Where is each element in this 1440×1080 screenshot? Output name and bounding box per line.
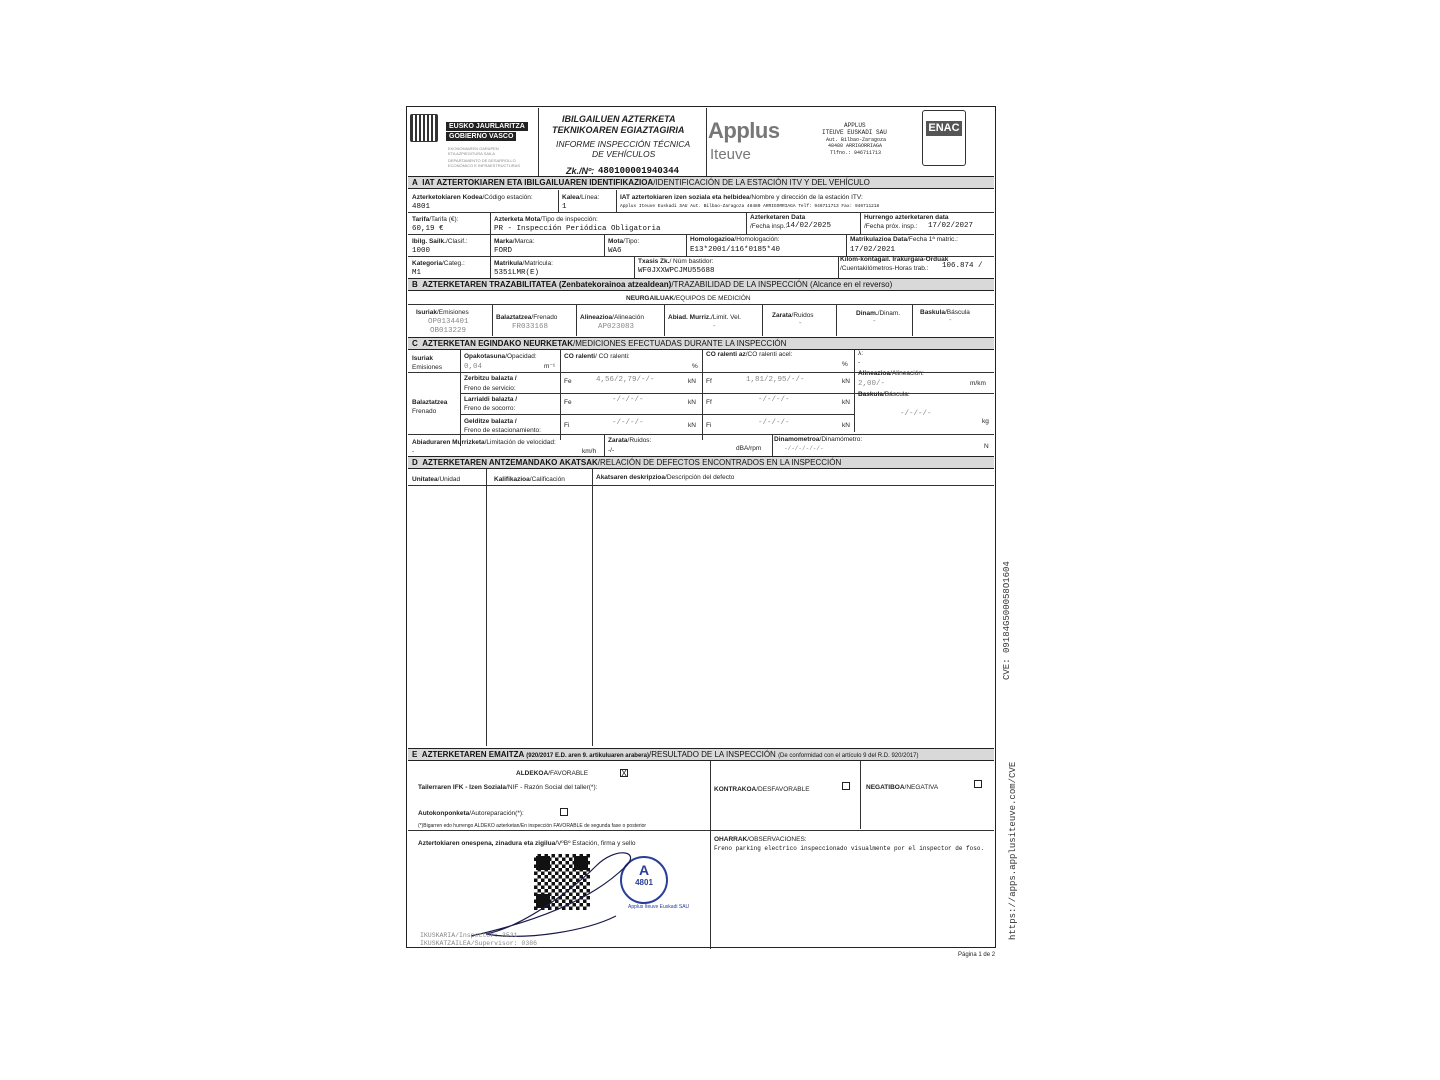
vin: WF0JXXWPCJMU55688 <box>638 267 715 275</box>
equipment-alignment: AP023083 <box>598 323 635 331</box>
lambda: - <box>858 359 861 366</box>
equipment-emissions-2: OB013229 <box>430 327 467 335</box>
title-eu-2: TEKNIKOAREN EGIAZTAGIRIA <box>552 125 685 135</box>
observations: Freno parking electrico inspeccionado visualmente por el inspector de foso. <box>714 845 985 852</box>
inspection-type: PR - Inspección Periódica Obligatoria <box>494 225 661 233</box>
vehicle-class: 1000 <box>412 247 431 255</box>
favorable-checkbox[interactable]: X <box>621 769 627 778</box>
signature <box>466 846 646 946</box>
odometer: 106.874 / <box>942 262 983 270</box>
equipment-noise: - <box>798 320 803 328</box>
service-brake-rear: 1,81/2,95/-/- <box>746 376 805 384</box>
emergency-brake-rear: -/-/-/- <box>758 396 790 404</box>
station-name: Applus Iteuve Euskadi SAU Aut. Bilbao-Zaragoza 48480 ARRIGORRIAGA Telf: 946711713 Fax: 946711218 <box>620 204 880 209</box>
parking-brake-front: -/-/-/- <box>612 419 644 427</box>
applus-logo: Applus <box>708 118 780 143</box>
inspector-line-1: IKUSKARIA/Inspector: 3531 <box>420 932 518 939</box>
speed-limit: - <box>412 448 415 455</box>
license-plate: 5351LMR(E) <box>494 269 540 277</box>
report-number: 480100001940344 <box>598 166 680 176</box>
equipment-emissions-1: OP0134401 <box>428 318 469 326</box>
equipment-brakes: FR033168 <box>512 323 549 331</box>
homologation: E13*2001/116*0185*40 <box>690 246 781 254</box>
company-line: Aut. Bilbao-Zaragoza <box>826 137 887 143</box>
company-line: ITEUVE EUSKADI SAU <box>822 129 887 136</box>
footnote: (*)Bigarren edo hurrengo ALDEKO azterketan/En inspección FAVORABLE de segunda fase o posterior <box>418 823 647 829</box>
scale: -/-/-/- <box>900 410 932 418</box>
page-number: Página 1 de 2 <box>958 952 996 958</box>
station-seal: A 4801 <box>620 856 668 904</box>
alignment: 2,00/- <box>858 380 886 388</box>
self-repair-checkbox[interactable] <box>560 808 568 816</box>
negative-checkbox[interactable] <box>974 780 982 788</box>
station-code: 4801 <box>412 203 431 211</box>
section-c-header: C AZTERKETAN EGINDAKO NEURKETAK/MEDICIONES EFECTUADAS DURANTE LA INSPECCIÓN <box>408 337 994 350</box>
enac-logo: ENAC <box>922 110 966 166</box>
cve-code: CVE: 09184G500058O1604 <box>1002 561 1012 680</box>
section-e-header: E AZTERKETAREN EMAITZA (920/2017 E.D. aren 9. artikuluaren arabera)/RESULTADO DE LA INSPECCIÓN (De conformidad con el artículo 9 del R.D. 920/2017) <box>408 748 994 761</box>
inspector-line-2: IKUSKATZAILEA/Supervisor: 0386 <box>420 940 538 947</box>
registration-date: 17/02/2021 <box>850 246 896 254</box>
section-a-header: A IAT AZTERTOKIAREN ETA IBILGAILUAREN IDENTIFIKAZIOA/IDENTIFICACIÓN DE LA ESTACIÓN ITV Y DEL VEHÍCULO <box>408 176 994 189</box>
title-es-2: DE VEHÍCULOS <box>592 149 656 159</box>
inspection-report-page: EUSKO JAURLARITZA GOBIERNO VASCO EKONOMIAREN GARAPEN ETA AZPIEGITURA SAILA DEPARTAMENTO DE DESARROLLO ECONÓMICO E INFRAESTRUCTURAS IBILGAILUEN AZTERKETA TEKNIKOAREN EGIAZTAGIRIA INFORME INSPECCIÓN TÉCNICA DE VEHÍCULOS Zk./Nº: 480100001940344 Applus Iteuve APPLUS ITEUVE EUSKADI SAU Aut. Bilbao-Zaragoza 48480 ARRIGORRIAGA Tlfno.: 946711713 ENAC A IAT AZTERTOKIAREN ETA IBILGAILUAREN IDENTIFIKAZIOA/IDENTIFICACIÓN DE LA ESTACIÓN ITV Y DEL VEHÍCULO Azterketokiaren Kodea/Código estación: 4801 Kalea/Línea: 1 IAT aztertokiaren izen soziala eta helbidea/Nombre y dirección de la estación ITV: Applus Iteuve Euskadi SAU Aut. Bilbao-Zaragoza 48480 ARRIGORRIAGA Telf: 946711713 Fax: 946711218 Tarifa/Tarifa (€): 60,19 € Azterketa Mota/Tipo de inspección: PR - Inspección Periódica Obligatoria Azterketaren Data /Fecha insp.: 14/02/2025 Hurrengo azterketaren data /Fecha próx. insp.: 17/02/2027 Ibilg. Sailk./Clasif.: 1000 Marka/Marca: FORD Mota/Tipo: WA6 Homologazioa/Homologación: E13*2001/116*0185*40 Matrikulazioa Data/Fecha 1ª matric.: 17/02/2021 Kategoria/Categ.: M1 Matrikula/Matrícula: 5351LMR(E) Txasis Zk./ Núm bastidor: WF0JXXWPCJMU55688 Kilom-kontagail. Irakurgaia-Orduak /Cuentakilómetros-Horas trab.: 106.874 / B AZTERKETAREN TRAZABILITATEA (Zenbatekorainoa atzealdean)/TRAZABILIDAD DE LA INSPECCIÓN (Alcance en el reverso) NEURGAILUAK/EQUIPOS DE MEDICIÓN Isuriak/Emisiones OP0134401 OB013229 Balaztatzea/Frenado FR033168 Alineazioa/Alineación AP023083 Abiad. Murriz./Limit. Vel. - Zarata/Ruidos - Dinam./Dinam. - Baskula/Báscula - C AZTERKETAN EGINDAKO NEURKETAK/MEDICIONES EFECTUADAS DURANTE LA INSPECCIÓN Isuriak Emisiones Opakotasuna/Opacidad: 0,04 m⁻¹ CO ralenti/ CO ralenti: % CO ralenti az/CO ralenti acel: % λ: - Balaztatzea Frenado Zerbitzu balazta / Freno de servicio: Fe 4,56/2,79/-/- kN Ff 1,81/2,95/-/- kN Alineazioa/Alineación: 2,00/- m/km Larrialdi balazta / Freno de socorro: Fe -/-/-/- kN Ff -/-/-/- kN Baskula/Báscula: -/-/-/- kg Gelditze balazta / Freno de estacionamiento: Fi -/-/-/- kN Fi -/-/-/- kN Abiaduraren Murrizketa/Limitación de velocidad: - km/h Zarata/Ruidos: -/- dBA/rpm Dinamometroa/Dinamómetro: -/-/-/-/-/- N D AZTERKETAREN ANTZEMANDAKO AKATSAK/RELACIÓN DE DEFECTOS ENCONTRADOS EN LA INSPECCIÓN Unitatea/Unidad Kalifikazioa/Calificación Akatsaren deskripzioa/Descripción del defecto E AZTERKETAREN EMAITZA (920/2017 E.D. aren 9. artikuluaren arabera)/RESULTADO DE LA INSPECCIÓN (De conformidad con el artículo 9 del R.D. 920/2017) ALDEKOA/FAVORABLE X Tailerraren IFK - Izen Soziala/NIF - Razón Social del taller(*): Autokonponketa/Autoreparación(*): (*)Bigarren edo hurrengo ALDEKO azterketan/En inspección FAVORABLE de segunda fase o posterior KONTRAKOA/DESFAVORABLE NEGATIBOA/NEGATIVA Aztertokiaren onespena, zinadura eta zigilua/VºBº Estación, firma y sello OHARRAK/OBSERVACIONES: Freno parking electrico inspeccionado visualmente por el inspector de foso. A 4801 Applus Iteuve Euskadi SAU IKUSKARIA/Inspector: 3531 IKUSKATZAILEA/Supervisor: 0386 Página 1 de 2 <box>406 106 998 962</box>
category: M1 <box>412 269 422 277</box>
inspection-date: 14/02/2025 <box>786 222 832 230</box>
emergency-brake-front: -/-/-/- <box>612 396 644 404</box>
company-line: APPLUS <box>844 122 866 129</box>
dynamometer: -/-/-/-/-/- <box>784 445 824 452</box>
opacity: 0,04 <box>464 363 483 371</box>
gov-label-1: EUSKO JAURLARITZA <box>446 122 528 131</box>
department-line: ECONÓMICO E INFRAESTRUCTURAS <box>448 163 521 168</box>
fee: 60,19 € <box>412 225 444 233</box>
unfavorable-checkbox[interactable] <box>842 782 850 790</box>
report-number-label: Zk./Nº: <box>566 166 595 176</box>
department-line: ETA AZPIEGITURA SAILA <box>448 151 496 156</box>
basque-government-shield-icon <box>410 114 438 142</box>
company-line: 48480 ARRIGORRIAGA <box>828 143 883 149</box>
defects-table-body <box>408 486 994 746</box>
equipment-speed: - <box>712 323 717 331</box>
vehicle-type: WA6 <box>608 247 622 255</box>
section-b-header: B AZTERKETAREN TRAZABILITATEA (Zenbatekorainoa atzealdean)/TRAZABILIDAD DE LA INSPECCIÓN (Alcance en el reverso) <box>408 278 994 291</box>
parking-brake-rear: -/-/-/- <box>758 419 790 427</box>
gov-label-2: GOBIERNO VASCO <box>446 132 516 141</box>
department-line: DEPARTAMENTO DE DESARROLLO <box>448 158 516 163</box>
company-line: Tlfno.: 946711713 <box>830 150 882 156</box>
equipment-scale: - <box>948 317 953 325</box>
section-d-header: D AZTERKETAREN ANTZEMANDAKO AKATSAK/RELACIÓN DE DEFECTOS ENCONTRADOS EN LA INSPECCIÓN <box>408 456 994 469</box>
title-eu-1: IBILGAILUEN AZTERKETA <box>562 114 676 124</box>
title-es-1: INFORME INSPECCIÓN TÉCNICA <box>556 139 691 149</box>
vehicle-make: FORD <box>494 247 513 255</box>
noise: -/- <box>608 447 615 454</box>
service-brake-front: 4,56/2,79/-/- <box>596 376 655 384</box>
seal-company: Applus Iteuve Euskadi SAU <box>628 904 690 910</box>
iteuve-logo: Iteuve <box>710 146 751 163</box>
equipment-dyno: - <box>872 318 877 326</box>
department-line: EKONOMIAREN GARAPEN <box>448 146 499 151</box>
line-number: 1 <box>562 203 567 211</box>
verification-url[interactable]: https://apps.applusiteuve.com/CVE <box>1008 761 1018 940</box>
next-inspection-date: 17/02/2027 <box>928 222 974 230</box>
